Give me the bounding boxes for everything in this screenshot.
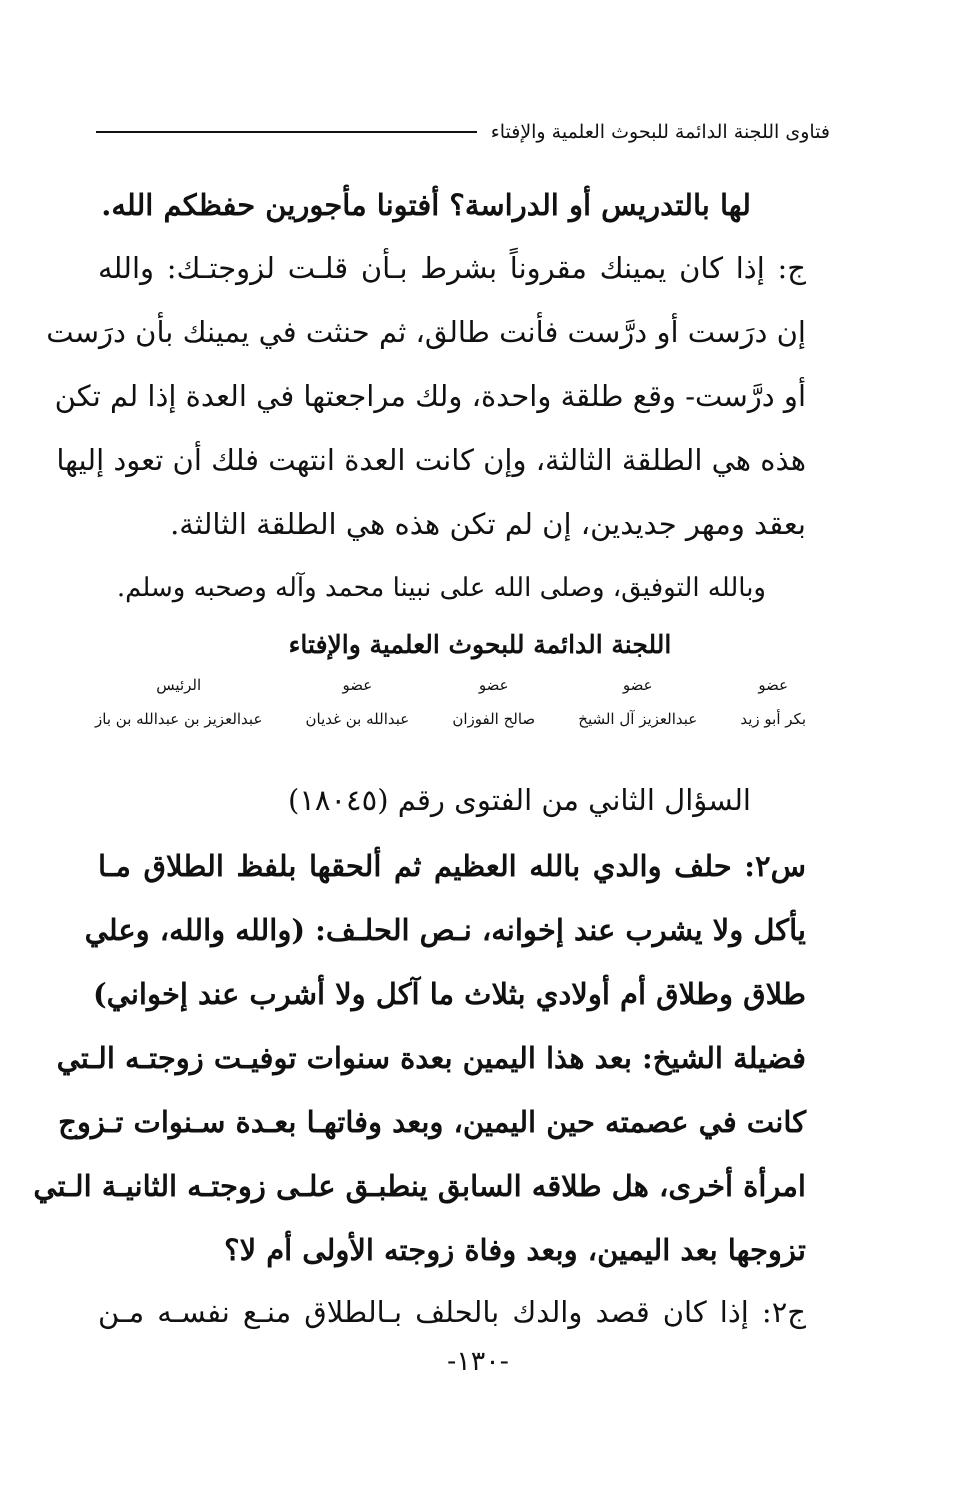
committee-title: اللجنة الدائمة للبحوث العلمية والإفتاء — [288, 630, 672, 659]
question2-heading: السؤال الثاني من الفتوى رقم (١٨٠٤٥) — [288, 783, 751, 817]
member-name: عبدالله بن غديان — [305, 710, 410, 728]
member-role: الرئيس — [156, 676, 202, 694]
member-role: عضو — [342, 676, 373, 694]
header-rule — [96, 131, 477, 133]
committee-member — [578, 676, 697, 746]
member-name: صالح الفوزان — [452, 710, 536, 728]
committee-member — [95, 676, 262, 746]
answer1-line: أو درَّست- وقع طلقة واحدة، ولك مراجعتها في العدة إذا لم تكن — [54, 379, 806, 413]
question2-line: كانت في عصمته حين اليمين، وبعد وفاتهـا بعـدة سـنوات تـزوج — [58, 1105, 806, 1139]
question2-line: طلاق وطلاق أم أولادي بثلاث ما آكل ولا أشرب عند إخواني) — [92, 977, 806, 1011]
answer1-line: إن درَست أو درَّست فأنت طالق، ثم حنثت في يمينك بأن درَست — [46, 315, 806, 349]
question2-line: امرأة أخرى، هل طلاقه السابق ينطبـق علـى زوجتـه الثانيـة الـتي — [33, 1169, 806, 1203]
committee-member — [306, 676, 410, 746]
member-role: عضو — [622, 676, 653, 694]
committee-member — [452, 676, 535, 746]
closing-prayer: وبالله التوفيق، وصلى الله على نبينا محمد وآله وصحبه وسلم. — [116, 573, 766, 603]
committee-member — [740, 676, 806, 746]
member-name: عبدالعزيز بن عبدالله بن باز — [95, 710, 263, 728]
answer2-line: ج٢: إذا كان قصد والدك بالحلف بـالطلاق منـع نفسـه مـن — [98, 1295, 806, 1329]
header-title: فتاوى اللجنة الدائمة للبحوث العلمية والإفتاء — [490, 121, 830, 143]
answer1-line: هذه هي الطلقة الثالثة، وإن كانت العدة انتهت فلك أن تعود إليها — [56, 443, 806, 477]
question2-line: يأكل ولا يشرب عند إخوانه، نـص الحلـف: (والله والله، وعلي — [84, 913, 806, 947]
question2-line: تزوجها بعد اليمين، وبعد وفاة زوجته الأولى أم لا؟ — [224, 1233, 806, 1267]
running-header — [96, 112, 830, 152]
question2-line: س٢: حلف والدي بالله العظيم ثم ألحقها بلفظ الطلاق مـا — [98, 849, 806, 883]
member-role: عضو — [478, 676, 509, 694]
member-name: عبدالعزيز آل الشيخ — [578, 710, 698, 728]
answer1-line: ج: إذا كان يمينك مقروناً بشرط بـأن قلـت لزوجتـك: والله — [98, 251, 806, 285]
answer1-line: بعقد ومهر جديدين، إن لم تكن هذه هي الطلقة الثالثة. — [170, 507, 806, 541]
committee-members — [95, 676, 806, 746]
member-role: عضو — [758, 676, 789, 694]
question1-continuation: لها بالتدريس أو الدراسة؟ أفتونا مأجورين حفظكم الله. — [101, 188, 751, 222]
member-name: بكر أبو زيد — [740, 710, 806, 728]
page-number: -١٣٠- — [447, 1346, 509, 1377]
question2-line: فضيلة الشيخ: بعد هذا اليمين بعدة سنوات توفيـت زوجتـه الـتي — [56, 1041, 806, 1075]
